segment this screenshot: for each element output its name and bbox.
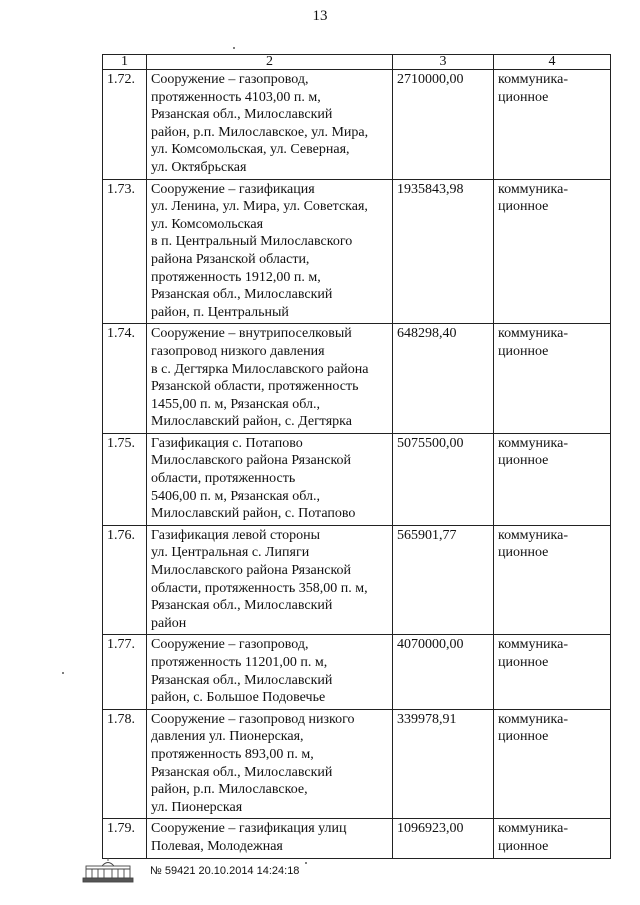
description-line: ул. Ленина, ул. Мира, ул. Советская,: [151, 199, 368, 215]
category-line: коммуника-: [498, 821, 568, 837]
item-value: 648298,40: [393, 324, 494, 434]
table-row: [103, 819, 611, 858]
item-category: [494, 70, 611, 180]
item-value: 1935843,98: [393, 179, 494, 324]
category-line: ционное: [498, 453, 549, 469]
item-value: 4070000,00: [393, 635, 494, 709]
description-line: район, р.п. Милославское,: [151, 782, 308, 798]
scan-speck: [233, 47, 235, 49]
description-line: район, с. Большое Подовечье: [151, 690, 326, 706]
description-line: протяженность 893,00 п. м,: [151, 746, 314, 762]
table-row: [103, 70, 611, 180]
category-line: коммуника-: [498, 637, 568, 653]
column-header: 3: [393, 55, 494, 70]
item-category: [494, 819, 611, 858]
item-number: 1.72.: [103, 70, 147, 180]
category-line: коммуника-: [498, 435, 568, 451]
item-category: [494, 525, 611, 635]
item-description: [147, 179, 393, 324]
description-line: Милославского района Рязанской: [151, 453, 352, 469]
description-line: ул. Пионерская: [151, 799, 243, 815]
description-line: ул. Центральная с. Липяги: [151, 545, 310, 561]
item-value: 1096923,00: [393, 819, 494, 858]
table-row: [103, 324, 611, 434]
item-value: 565901,77: [393, 525, 494, 635]
item-number: 1.73.: [103, 179, 147, 324]
item-category: [494, 433, 611, 525]
item-description: [147, 819, 393, 858]
description-line: Рязанская обл., Милославский: [151, 672, 333, 688]
column-header: 2: [147, 55, 393, 70]
description-line: газопровод низкого давления: [151, 343, 325, 359]
category-line: коммуника-: [498, 711, 568, 727]
category-line: ционное: [498, 199, 549, 215]
page-number: 13: [312, 8, 328, 24]
description-line: протяженность 1912,00 п. м,: [151, 269, 321, 285]
item-number: 1.75.: [103, 433, 147, 525]
item-description: [147, 709, 393, 819]
description-line: 1455,00 п. м, Рязанская обл.,: [151, 396, 320, 412]
item-value: 339978,91: [393, 709, 494, 819]
category-line: коммуника-: [498, 326, 568, 342]
description-line: район, п. Центральный: [151, 304, 289, 320]
document-stamp-text: № 59421 20.10.2014 14:24:18: [150, 865, 300, 877]
item-description: [147, 635, 393, 709]
description-line: Газификация левой стороны: [151, 527, 321, 543]
item-description: [147, 324, 393, 434]
footer: [80, 856, 299, 886]
category-line: коммуника-: [498, 72, 568, 87]
table-row: [103, 635, 611, 709]
item-number: 1.78.: [103, 709, 147, 819]
header-row: [103, 55, 611, 70]
description-line: протяженность 4103,00 п. м,: [151, 89, 321, 105]
building-emblem-icon: [80, 856, 136, 886]
category-line: ционное: [498, 545, 549, 561]
item-number: 1.77.: [103, 635, 147, 709]
category-line: ционное: [498, 89, 549, 105]
description-line: Рязанской области, протяженность: [151, 379, 359, 395]
column-header: 1: [103, 55, 147, 70]
category-line: коммуника-: [498, 527, 568, 543]
description-line: Сооружение – газопровод,: [151, 72, 309, 87]
description-line: области, протяженность 358,00 п. м,: [151, 580, 368, 596]
description-line: Газификация с. Потапово: [151, 435, 303, 451]
category-line: ционное: [498, 838, 549, 854]
category-line: ционное: [498, 343, 549, 359]
description-line: в с. Дегтярка Милославского района: [151, 361, 369, 377]
description-line: района Рязанской области,: [151, 251, 310, 267]
table-row: [103, 179, 611, 324]
item-category: [494, 324, 611, 434]
description-line: ул. Комсомольская, ул. Северная,: [151, 142, 350, 158]
scan-speck: [62, 672, 64, 674]
description-line: Милославского района Рязанской: [151, 563, 352, 579]
description-line: Рязанская обл., Милославский: [151, 107, 333, 123]
description-line: Сооружение – газопровод,: [151, 637, 309, 653]
description-line: области, протяженность: [151, 471, 296, 487]
description-line: Рязанская обл., Милославский: [151, 764, 333, 780]
column-header: 4: [494, 55, 611, 70]
category-line: коммуника-: [498, 181, 568, 197]
description-line: Сооружение – газификация: [151, 181, 315, 197]
description-line: Милославский район, с. Дегтярка: [151, 414, 352, 430]
item-value: 2710000,00: [393, 70, 494, 180]
category-line: ционное: [498, 729, 549, 745]
description-line: Рязанская обл., Милославский: [151, 598, 333, 614]
description-line: Полевая, Молодежная: [151, 838, 283, 854]
scan-speck: [305, 862, 307, 864]
description-line: район: [151, 615, 187, 631]
item-category: [494, 179, 611, 324]
item-description: [147, 525, 393, 635]
item-number: 1.74.: [103, 324, 147, 434]
item-description: [147, 433, 393, 525]
table-row: [103, 709, 611, 819]
table-row: [103, 525, 611, 635]
description-line: ул. Октябрьская: [151, 159, 247, 175]
item-value: 5075500,00: [393, 433, 494, 525]
description-line: протяженность 11201,00 п. м,: [151, 655, 328, 670]
item-number: 1.79.: [103, 819, 147, 858]
item-number: 1.76.: [103, 525, 147, 635]
description-line: Милославский район, с. Потапово: [151, 506, 356, 522]
description-line: давления ул. Пионерская,: [151, 729, 304, 745]
category-line: ционное: [498, 655, 549, 670]
item-category: [494, 709, 611, 819]
description-line: Сооружение – газопровод низкого: [151, 711, 355, 727]
table-row: [103, 433, 611, 525]
description-line: 5406,00 п. м, Рязанская обл.,: [151, 488, 320, 504]
description-line: ул. Комсомольская: [151, 216, 264, 232]
description-line: район, р.п. Милославское, ул. Мира,: [151, 124, 369, 140]
item-category: [494, 635, 611, 709]
description-line: Рязанская обл., Милославский: [151, 287, 333, 303]
item-description: [147, 70, 393, 180]
description-line: Сооружение – внутрипоселковый: [151, 326, 352, 342]
property-registry-table: [102, 54, 611, 859]
description-line: в п. Центральный Милославского: [151, 234, 353, 250]
description-line: Сооружение – газификация улиц: [151, 821, 347, 837]
